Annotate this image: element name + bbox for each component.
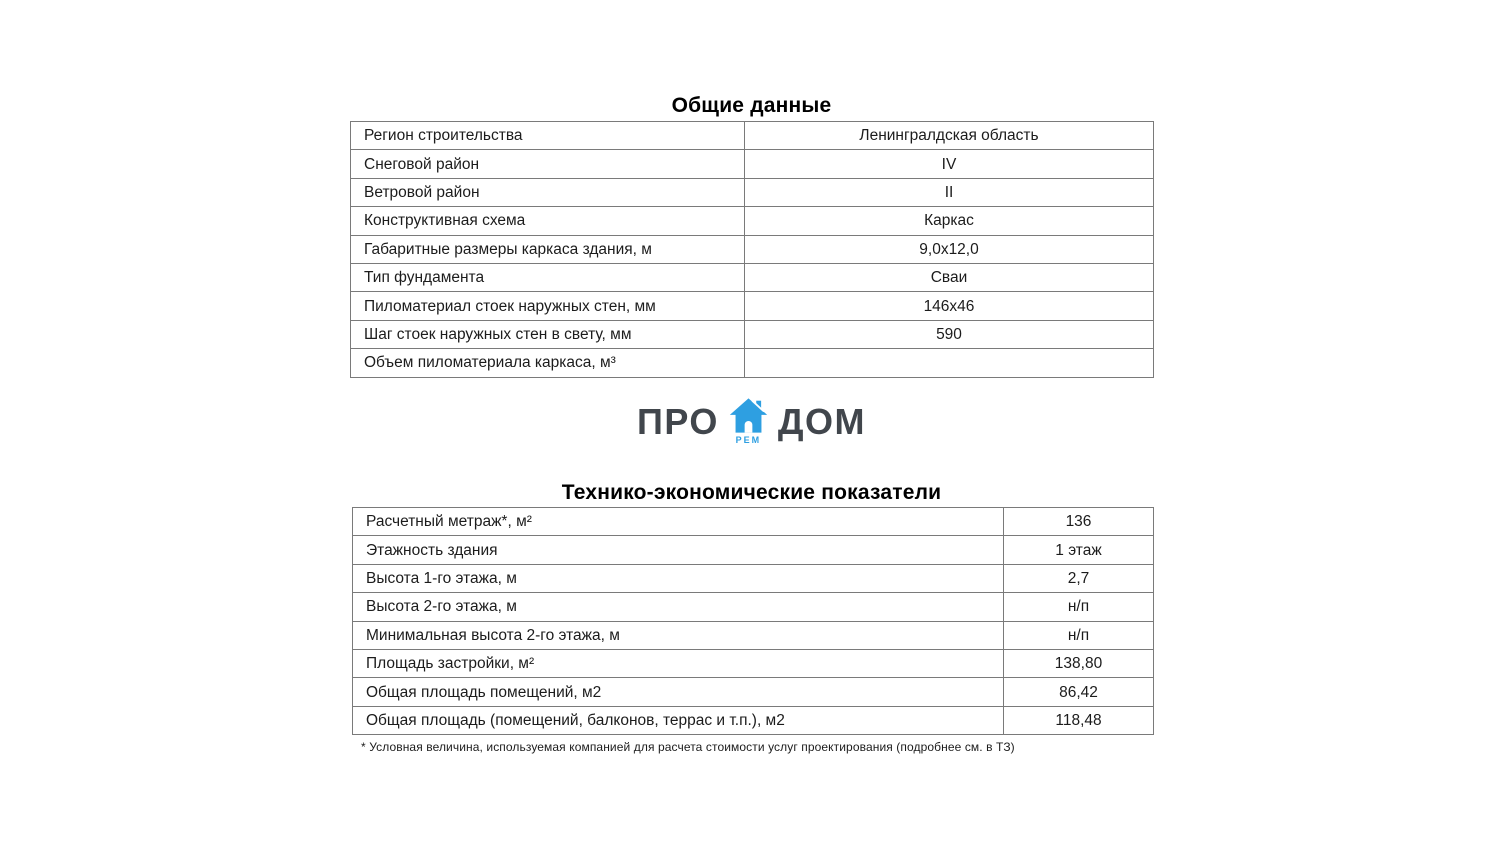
table-row <box>353 649 1154 677</box>
row-label: Этажность здания <box>353 536 1004 564</box>
table-row <box>351 122 1154 150</box>
row-label: Высота 1-го этажа, м <box>353 564 1004 592</box>
row-value: II <box>745 178 1154 206</box>
row-value <box>745 349 1154 377</box>
general-data-title: Общие данные <box>671 94 832 117</box>
logo-sub-label: РЕМ <box>735 435 762 445</box>
row-label: Расчетный метраж*, м² <box>353 508 1004 536</box>
table-row <box>353 706 1154 734</box>
table-row <box>353 536 1154 564</box>
row-label: Минимальная высота 2-го этажа, м <box>353 621 1004 649</box>
row-value: 118,48 <box>1004 706 1154 734</box>
table-row <box>353 621 1154 649</box>
row-value: н/п <box>1004 593 1154 621</box>
table-row <box>353 678 1154 706</box>
row-label: Площадь застройки, м² <box>353 649 1004 677</box>
row-value: Каркас <box>745 207 1154 235</box>
table-row <box>351 235 1154 263</box>
footnote: * Условная величина, используемая компанией для расчета стоимости услуг проектирования (подробнее см. в ТЗ) <box>361 740 1015 754</box>
logo-word-dom: ДОМ <box>777 401 867 442</box>
table-row <box>351 292 1154 320</box>
table-row <box>351 207 1154 235</box>
table-row <box>353 593 1154 621</box>
row-label: Ветровой район <box>351 178 745 206</box>
house-icon <box>728 397 769 434</box>
row-label: Конструктивная схема <box>351 207 745 235</box>
row-label: Общая площадь помещений, м2 <box>353 678 1004 706</box>
tep-title: Технико-экономические показатели <box>561 481 942 504</box>
row-value: 590 <box>745 320 1154 348</box>
table-row <box>351 320 1154 348</box>
logo-house-block <box>728 397 769 445</box>
row-value: 146x46 <box>745 292 1154 320</box>
row-label: Шаг стоек наружных стен в свету, мм <box>351 320 745 348</box>
table-row <box>351 150 1154 178</box>
row-label: Снеговой район <box>351 150 745 178</box>
row-value: Сваи <box>745 263 1154 291</box>
row-value: 9,0x12,0 <box>745 235 1154 263</box>
row-value: IV <box>745 150 1154 178</box>
row-value: 136 <box>1004 508 1154 536</box>
general-data-table <box>350 121 1154 378</box>
row-value: н/п <box>1004 621 1154 649</box>
row-label: Регион строительства <box>351 122 745 150</box>
row-value: 1 этаж <box>1004 536 1154 564</box>
table-row <box>353 564 1154 592</box>
table-row <box>351 263 1154 291</box>
row-label: Габаритные размеры каркаса здания, м <box>351 235 745 263</box>
row-label: Общая площадь (помещений, балконов, террас и т.п.), м2 <box>353 706 1004 734</box>
row-label: Высота 2-го этажа, м <box>353 593 1004 621</box>
table-row <box>353 508 1154 536</box>
row-label: Тип фундамента <box>351 263 745 291</box>
logo-word-pro: ПРО <box>636 401 719 442</box>
row-label: Пиломатериал стоек наружных стен, мм <box>351 292 745 320</box>
tep-table <box>352 507 1154 735</box>
table-row <box>351 178 1154 206</box>
row-value: Ленингралдская область <box>745 122 1154 150</box>
table-row <box>351 349 1154 377</box>
row-value: 2,7 <box>1004 564 1154 592</box>
prodom-logo <box>350 397 1153 445</box>
row-label: Объем пиломатериала каркаса, м³ <box>351 349 745 377</box>
row-value: 138,80 <box>1004 649 1154 677</box>
row-value: 86,42 <box>1004 678 1154 706</box>
